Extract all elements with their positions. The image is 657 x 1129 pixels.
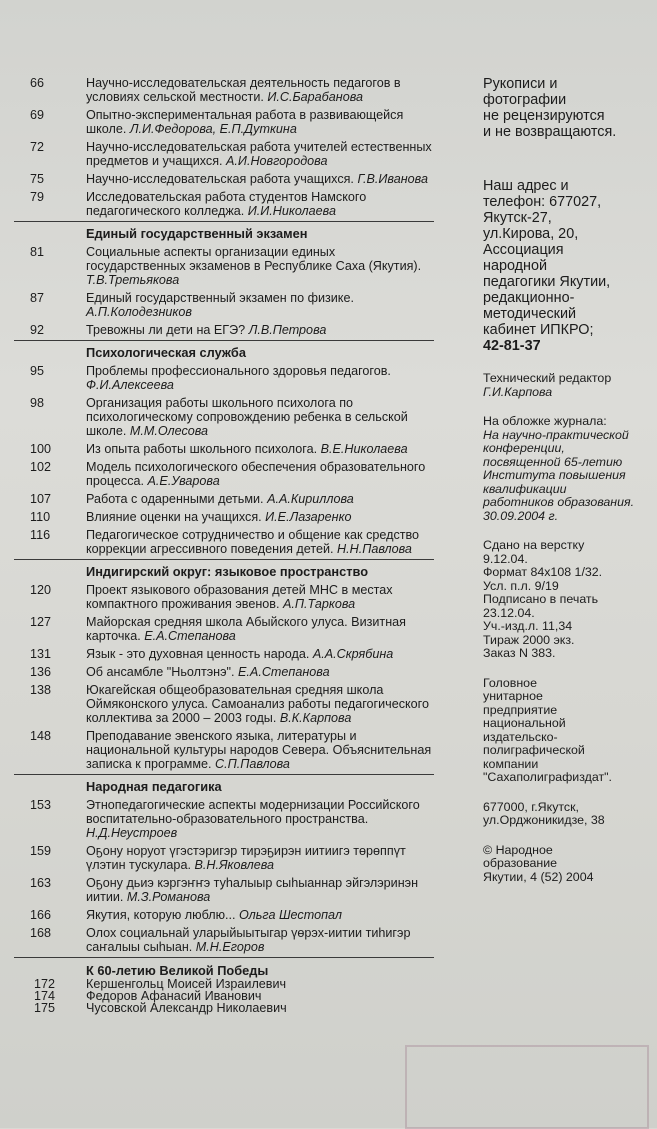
copyright-line: © Народное (483, 842, 553, 857)
article-author: Л.И.Федорова, Е.П.Дуткина (129, 122, 297, 136)
toc-entry (14, 683, 434, 725)
article-title: Социальные аспекты организации единых государственных экзаменов в Республике Саха (Якутия). (86, 245, 422, 273)
toc-entry (14, 908, 434, 922)
printer-address (483, 801, 653, 828)
editor-name: Г.И.Карпова (483, 384, 553, 399)
toc-entry (14, 396, 434, 438)
printer-line: национальной (483, 716, 566, 730)
print-info-line: Уч.-изд.л. 11,34 (483, 619, 573, 633)
toc-entry (14, 798, 434, 840)
printer-address-line: 677000, г.Якутск, (483, 799, 579, 814)
toc-entry (14, 460, 434, 488)
toc-entry (14, 583, 434, 611)
article-author: И.Е.Лазаренко (265, 510, 352, 524)
article-author: Ф.И.Алексеева (86, 378, 174, 392)
cover-text-line: квалификации (483, 481, 567, 496)
article-author: Е.А.Степанова (238, 665, 330, 679)
cover-text-line: На научно-практической (483, 427, 629, 442)
article-author: А.П.Колодезников (86, 305, 192, 319)
article-author: Л.В.Петрова (248, 323, 327, 337)
page-number: 174 (34, 989, 56, 1003)
printer-line: предприятие (483, 702, 558, 717)
page-number: 159 (30, 844, 52, 858)
address-line: педагогики Якутии, (483, 274, 611, 290)
toc-entry (14, 172, 434, 186)
printer-address-line: ул.Орджоникидзе, 38 (483, 813, 605, 827)
article-title: Якутия, которую люблю... (86, 908, 236, 922)
toc-entry (14, 510, 434, 524)
article-title: Федоров Афанасий Иванович (86, 989, 262, 1003)
address-line: Наш адрес и (483, 178, 569, 194)
page-number: 148 (30, 729, 52, 743)
printer-line: издательско- (483, 729, 558, 744)
manuscripts-notice (483, 76, 653, 140)
article-author: Е.А.Степанова (144, 629, 236, 643)
article-title: Кершенгольц Моисей Израилевич (86, 977, 287, 991)
article-author: А.П.Таркова (282, 597, 356, 611)
section-heading: Народная педагогика (86, 779, 222, 794)
article-title: Работа с одаренными детьми. (86, 492, 264, 506)
notice-line: фотографии (483, 92, 567, 108)
page-number: 72 (30, 140, 45, 154)
toc-entry (14, 647, 434, 661)
notice-line: Рукописи и (483, 76, 558, 92)
article-title: Опытно-экспериментальная работа в развивающейся школе. (86, 108, 404, 136)
article-author: А.А.Скрябина (312, 647, 394, 661)
article-title: Влияние оценки на учащихся. (86, 510, 262, 524)
article-author: Ольга Шестопал (239, 908, 342, 922)
page-number: 116 (30, 528, 51, 542)
toc-entry (14, 729, 434, 775)
article-title: Организация работы школьного психолога по психологическому сопровождению ребенка в сельской школе. (86, 396, 408, 438)
address-line: ул.Кирова, 20, (483, 226, 579, 242)
article-author: М.М.Олесова (129, 424, 209, 438)
page-number: 127 (30, 615, 52, 629)
toc-entry (14, 140, 434, 168)
print-info (483, 539, 653, 661)
page-number: 107 (30, 492, 52, 506)
page-number: 168 (30, 926, 52, 940)
page-number: 175 (34, 1001, 56, 1015)
print-info-line: Усл. п.л. 9/19 (483, 578, 559, 593)
toc-entry (14, 190, 434, 222)
page-number: 98 (30, 396, 45, 410)
toc-entry (14, 1002, 434, 1014)
cover-label: На обложке журнала: (483, 414, 607, 428)
toc-entry (14, 108, 434, 136)
article-title: Оҕону норуот үгэстэригэр тирэҕирэн иитиигэ төрөппүт үлэтин тускулара. (86, 844, 406, 872)
article-title: Об ансамбле "Ньолтэнэ". (86, 665, 235, 679)
toc-entry (14, 291, 434, 319)
print-info-line: Сдано на верстку (483, 538, 585, 552)
article-title: Единый государственный экзамен по физике. (86, 291, 354, 305)
page-number: 102 (30, 460, 52, 474)
address-line: телефон: 677027, (483, 194, 602, 210)
article-title: Олох социальнай уларыйыытыгар үөрэх-иитии тиһигэр саҥалыы сыһыан. (86, 926, 411, 954)
toc-entry (14, 323, 434, 341)
article-author: В.К.Карпова (279, 711, 352, 725)
address-line: Ассоциация (483, 242, 564, 258)
toc-entry (14, 665, 434, 679)
page-number: 166 (30, 908, 52, 922)
page-number: 131 (30, 647, 52, 661)
page-number: 163 (30, 876, 52, 890)
article-title: Этнопедагогические аспекты модернизации Российского воспитательно-образовательного пространства. (86, 798, 420, 826)
copyright-line: Якутии, 4 (52) 2004 (483, 869, 594, 884)
print-info-line: Формат 84х108 1/32. (483, 565, 603, 579)
cover-text-line: Института повышения (483, 468, 626, 482)
cover-text-line: посвященной 65-летию (483, 454, 623, 469)
article-author: А.Е.Уварова (147, 474, 220, 488)
article-title: Майорская средняя школа Абыйского улуса. Визитная карточка. (86, 615, 406, 643)
printer-line: полиграфической (483, 743, 585, 757)
article-author: А.И.Новгородова (226, 154, 328, 168)
article-author: М.Н.Егоров (195, 940, 265, 954)
print-info-line: Тираж 2000 экз. (483, 632, 575, 647)
article-author: И.И.Николаева (247, 204, 336, 218)
toc-entry (14, 76, 434, 104)
address-line: редакционно- (483, 290, 575, 306)
cover-text-line: 30.09.2004 г. (483, 508, 559, 523)
toc-entry (14, 245, 434, 287)
article-title: Преподавание эвенского языка, литературы и национальной культуры народов Севера. Объяснительная записка к программе. (86, 729, 432, 771)
page-number: 69 (30, 108, 45, 122)
article-title: Юкагейская общеобразовательная средняя школа Оймяконского улуса. Самоанализ работы педагогического коллектива за 2000 – 2003 годы. (86, 683, 429, 725)
article-author: Т.В.Третьякова (86, 273, 180, 287)
print-info-line: Подписано в печать (483, 592, 599, 606)
page-number: 172 (34, 977, 56, 991)
article-title: Научно-исследовательская работа учащихся. (86, 172, 354, 186)
article-title: Педагогическое сотрудничество и общение как средство коррекции агрессивного поведения детей. (86, 528, 420, 556)
page-number: 66 (30, 76, 45, 90)
article-title: Научно-исследовательская работа учителей естественных предметов и учащихся. (86, 140, 432, 168)
printer-line: Головное (483, 675, 537, 690)
address-block (483, 178, 653, 354)
page-number: 92 (30, 323, 45, 337)
article-title: Из опыта работы школьного психолога. (86, 442, 318, 456)
toc-entry (14, 615, 434, 643)
page-number: 110 (30, 510, 51, 524)
section-heading: Психологическая служба (86, 345, 246, 360)
cover-text-line: конференции, (483, 441, 565, 455)
page-number: 100 (30, 442, 52, 456)
article-title: Язык - это духовная ценность народа. (86, 647, 310, 661)
page-number: 95 (30, 364, 45, 378)
toc-entry (14, 442, 434, 456)
cover-text-line: работников образования. (483, 495, 635, 509)
printer-info (483, 677, 653, 785)
toc-entry (14, 528, 434, 560)
imprint-column (483, 76, 653, 884)
table-of-contents (14, 76, 434, 1014)
article-title: Чусовской Александр Николаевич (86, 1001, 287, 1015)
copyright (483, 844, 653, 885)
printer-line: "Сахаполиграфиздат". (483, 770, 612, 784)
page-number: 79 (30, 190, 45, 204)
cover-note (483, 415, 653, 523)
page-number: 136 (30, 665, 52, 679)
library-stamp (405, 1045, 649, 1129)
article-author: Н.Н.Павлова (337, 542, 412, 556)
article-title: Оҕону дьиэ кэргэҥҥэ туһалыыр сыһыаннар эйгэлэринэн иитии. (86, 876, 419, 904)
print-info-line: 9.12.04. (483, 551, 528, 566)
section-heading: Индигирский округ: языковое пространство (86, 564, 369, 579)
toc-entry (14, 876, 434, 904)
print-info-line: 23.12.04. (483, 605, 535, 620)
article-author: М.З.Романова (126, 890, 211, 904)
article-author: А.А.Кириллова (267, 492, 354, 506)
toc-entry (14, 844, 434, 872)
article-title: Модель психологического обеспечения образовательного процесса. (86, 460, 426, 488)
article-author: В.Н.Яковлева (194, 858, 275, 872)
section-heading: Единый государственный экзамен (86, 226, 308, 241)
page-number: 87 (30, 291, 45, 305)
page-number: 153 (30, 798, 52, 812)
editor-label: Технический редактор (483, 371, 612, 385)
article-author: С.П.Павлова (214, 757, 290, 771)
address-line: кабинет ИПКРО; (483, 322, 594, 338)
printer-line: компании (483, 756, 539, 771)
article-title: Проблемы профессионального здоровья педагогов. (86, 364, 391, 378)
toc-entry (14, 492, 434, 506)
address-line: методический (483, 306, 577, 322)
technical-editor (483, 372, 653, 399)
address-line: Якутск-27, (483, 210, 552, 226)
notice-line: и не возвращаются. (483, 124, 617, 140)
article-author: И.С.Барабанова (267, 90, 363, 104)
printer-line: унитарное (483, 689, 543, 703)
page-number: 75 (30, 172, 45, 186)
toc-entry (14, 926, 434, 958)
phone-number: 42-81-37 (483, 338, 541, 354)
toc-entry (14, 364, 434, 392)
article-author: Н.Д.Неустроев (86, 826, 178, 840)
article-title: Тревожны ли дети на ЕГЭ? (86, 323, 246, 337)
article-title: Проект языкового образования детей МНС в местах компактного проживания эвенов. (86, 583, 393, 611)
page-number: 81 (30, 245, 45, 259)
copyright-line: образование (483, 856, 558, 870)
address-line: народной (483, 258, 548, 274)
article-title: Научно-исследовательская деятельность педагогов в условиях сельской местности. (86, 76, 401, 104)
section-heading: К 60-летию Великой Победы (86, 963, 269, 978)
notice-line: не рецензируются (483, 108, 605, 124)
page-number: 138 (30, 683, 52, 697)
print-info-line: Заказ N 383. (483, 646, 556, 660)
article-title: Исследовательская работа студентов Намского педагогического колледжа. (86, 190, 367, 218)
page-number: 120 (30, 583, 52, 597)
article-author: Г.В.Иванова (357, 172, 428, 186)
article-author: В.Е.Николаева (320, 442, 408, 456)
